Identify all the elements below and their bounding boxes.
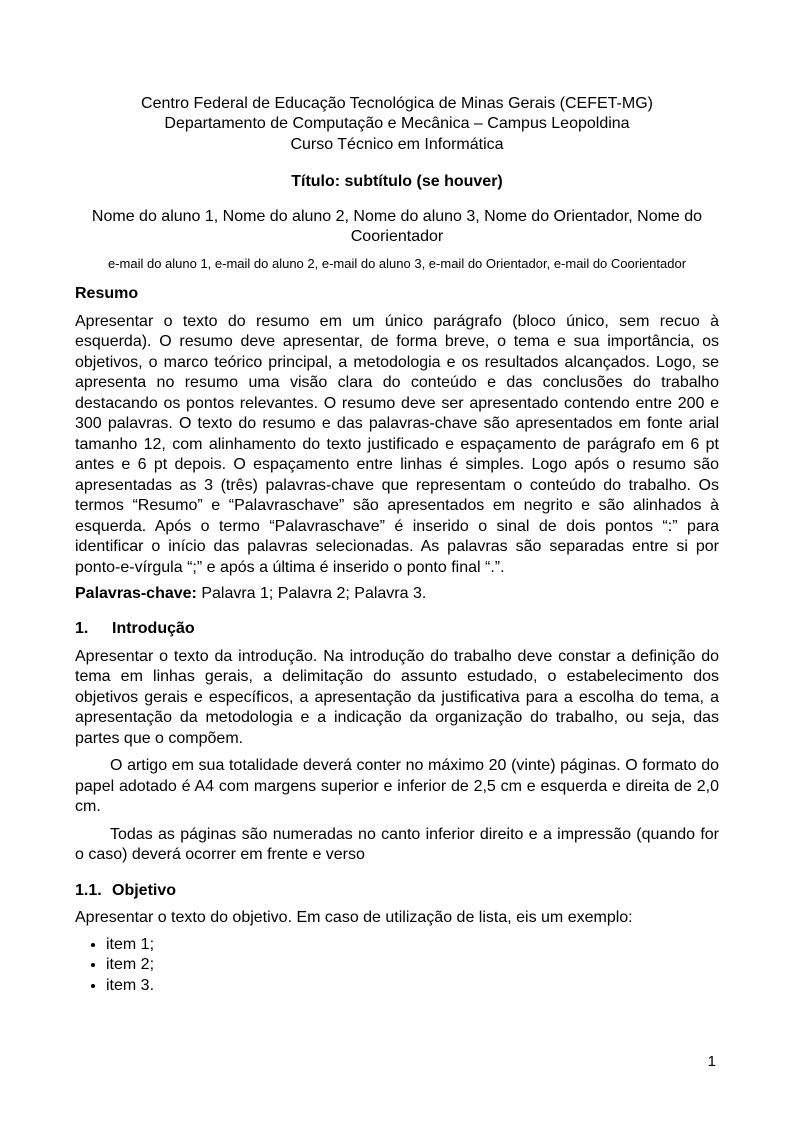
section-1-1-number: 1.1. <box>75 881 102 899</box>
resumo-paragraph: Apresentar o texto do resumo em um único parágrafo (bloco único, sem recuo à esquerda). O resumo deve apresentar, de forma breve, o tema e sua importância, os objetivos, o marco teórico principal, a metodologia e os resultados alcançados. Logo, se apresenta no resumo uma visão clara do conteúdo e das conclusões do trabalho destacando os pontos relevantes. O resumo deve ser apresentado contendo entre 200 e 300 palavras. O texto do resumo e das palavras-chave são apresentados em fonte arial tamanho 12, com alinhamento do texto justificado e espaçamento de parágrafo em 6 pt antes e 6 pt depois. O espaçamento entre linhas é simples. Logo após o resumo são apresentadas as 3 (três) palavras-chave que representam o conteúdo do trabalho. Os termos “Resumo” e “Palavraschave” são apresentados em negrito e são alinhados à esquerda. Após o termo “Palavraschave” é inserido o sinal de dois pontos “:” para identificar o início das palavras selecionadas. As palavras são separadas entre si por ponto-e-vírgula “;” e após a última é inserido o ponto final “.”. <box>75 312 719 576</box>
section-1-heading <box>75 619 719 639</box>
keywords-value: Palavra 1; Palavra 2; Palavra 3. <box>201 585 427 602</box>
introducao-paragraph-2: O artigo em sua totalidade deverá conter no máximo 20 (vinte) páginas. O formato do papel adotado é A4 com margens superior e inferior de 2,5 cm e esquerda e direita de 2,0 cm. <box>75 757 719 816</box>
objetivo-item-list <box>75 935 719 996</box>
section-1-number: 1. <box>75 620 89 638</box>
introducao-paragraph-1: Apresentar o texto da introdução. Na introdução do trabalho deve constar a definição do tema em linhas gerais, a delimitação do assunto estudado, o estabelecimento dos objetivos gerais e específicos, a apresentação da justificativa para a escolha do tema, a apresentação da metodologia e a indicação da organização do trabalho, ou seja, das partes que o compõem. <box>75 647 719 747</box>
section-1-title: Introdução <box>112 620 195 638</box>
list-item: • item 1; <box>106 935 719 955</box>
document-title: Título: subtítulo (se houver) <box>291 173 503 191</box>
resumo-heading: Resumo <box>75 285 139 303</box>
institution-line-2: Departamento de Computação e Mecânica – Campus Leopoldina <box>164 115 630 133</box>
section-1-1-heading <box>75 881 719 901</box>
page-number: 1 <box>707 1052 716 1070</box>
introducao-paragraph-3: Todas as páginas são numeradas no canto inferior direito e a impressão (quando for o caso) deverá ocorrer em frente e verso <box>75 825 719 864</box>
institution-line-1: Centro Federal de Educação Tecnológica de Minas Gerais (CEFET-MG) <box>141 95 653 112</box>
keywords-line <box>75 584 719 604</box>
section-1-1-title: Objetivo <box>112 881 177 899</box>
emails-line: e-mail do aluno 1, e-mail do aluno 2, e-mail do aluno 3, e-mail do Orientador, e-mail do Coorientador <box>107 255 687 271</box>
list-item: • item 2; <box>106 955 719 975</box>
objetivo-paragraph: Apresentar o texto do objetivo. Em caso de utilização de lista, eis um exemplo: <box>75 909 633 927</box>
keywords-label: Palavras-chave: <box>75 585 197 602</box>
authors-line: Nome do aluno 1, Nome do aluno 2, Nome do aluno 3, Nome do Orientador, Nome do Coorientador <box>91 207 703 246</box>
institution-header <box>75 94 719 155</box>
institution-line-3: Curso Técnico em Informática <box>290 135 504 153</box>
list-item: • item 3. <box>106 976 719 996</box>
